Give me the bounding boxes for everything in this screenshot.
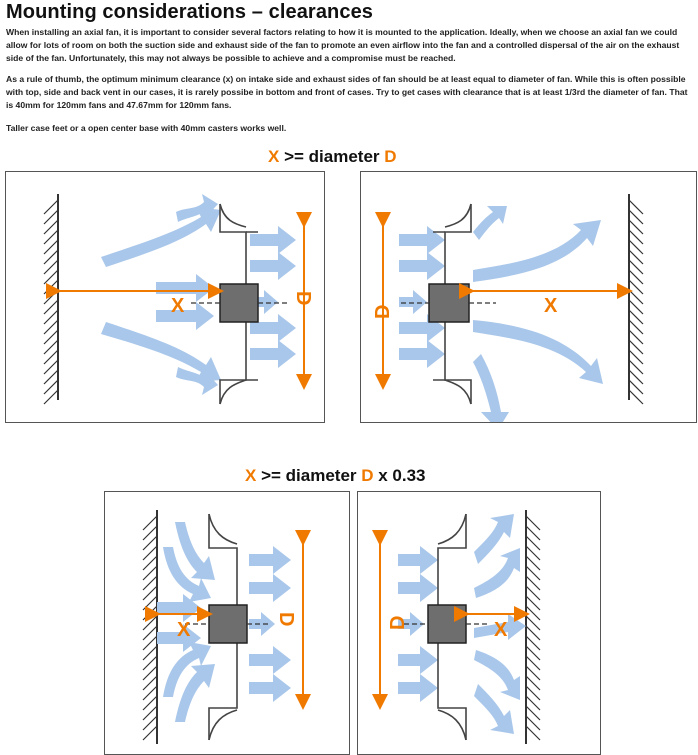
airflow-arrows xyxy=(101,194,296,395)
x-label: X xyxy=(544,295,558,317)
heading-x: X xyxy=(245,466,257,485)
clearance-dimension xyxy=(471,291,629,317)
heading-text: >= diameter xyxy=(279,147,385,166)
rule-of-thumb-paragraph: As a rule of thumb, the optimum minimum clearance (x) on intake side and exhaust sides of fan should be at least equal to diameter of fan. While this is often possible with top, side and back vent in our cases, it is rarely possibe in bottom and front of cases. Try to get cases with clearance that is at least 1/3rd the diameter of fan. That is 40mm for 120mm fans and 47.67mm for 120mm fans. xyxy=(6,74,688,110)
diameter-dimension xyxy=(372,224,394,386)
page-title: Mounting considerations – clearances xyxy=(6,1,374,23)
d-label: D xyxy=(372,304,394,319)
heading-d: D xyxy=(361,466,374,485)
intake-min-clearance-diagram xyxy=(104,491,350,755)
fan-motor xyxy=(428,605,466,643)
heading-x: X xyxy=(268,147,280,166)
d-label: D xyxy=(275,612,297,627)
heading-text: >= diameter xyxy=(256,466,362,485)
x-label: X xyxy=(494,619,508,641)
tip-paragraph: Taller case feet or a open center base with 40mm casters works well. xyxy=(6,123,287,133)
heading-suffix: x 0.33 xyxy=(373,466,426,485)
x-label: X xyxy=(177,619,191,641)
hatched-wall xyxy=(143,510,157,744)
heading-d: D xyxy=(384,147,397,166)
exhaust-full-clearance-diagram xyxy=(360,171,697,423)
intro-paragraph: When installing an axial fan, it is important to consider several factors relating to how it is mounted to the application. Ideally, when we choose an axial fan we could allow for lots of room on both the suction side and exhaust side of the fan to promote an even airflow into the fan and a controlled dispersal of the air on the exhaust side of the fan. Unfortunately, this may not always be possible to achieve and a compromise must be reached. xyxy=(6,27,680,63)
fan-motor xyxy=(429,284,469,322)
diameter-dimension xyxy=(380,542,409,706)
diameter-dimension xyxy=(292,224,314,386)
d-label: D xyxy=(387,615,409,630)
hatched-wall xyxy=(526,510,540,744)
minimum-clearance-heading xyxy=(245,466,426,486)
hatched-wall xyxy=(44,194,58,404)
exhaust-min-clearance-diagram xyxy=(357,491,601,755)
fan-motor xyxy=(220,284,258,322)
optimal-clearance-heading xyxy=(268,147,397,167)
intake-full-clearance-diagram xyxy=(5,171,325,423)
d-label: D xyxy=(292,291,314,306)
fan-motor xyxy=(209,605,247,643)
x-label: X xyxy=(171,295,185,317)
hatched-wall xyxy=(629,194,643,404)
